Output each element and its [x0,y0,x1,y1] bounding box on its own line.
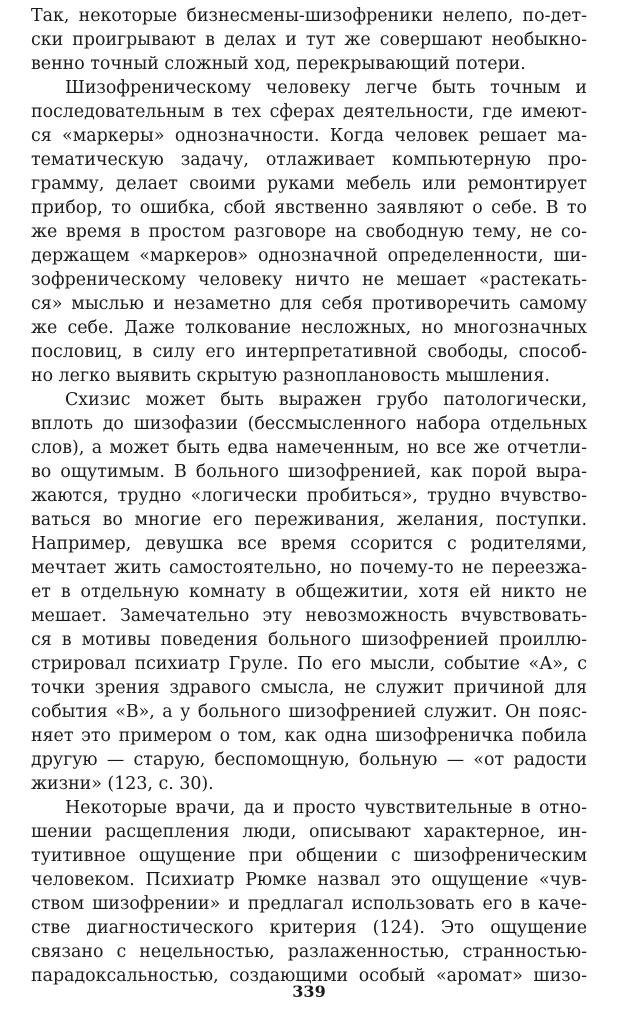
text-line: связано с нецельностью, разлаженностью, странностью- [31,942,587,962]
text-line: Так, некоторые бизнесмены-шизофреники нелепо, по-дет- [31,6,587,26]
text-line: жизни» (123, с. 30). [31,774,214,794]
page-text [31,4,587,988]
paragraph-2 [31,76,587,388]
text-line: няет это примером о том, как одна шизофреничка побила [31,726,587,746]
text-line: прибор, то ошибка, сбой явственно заявляют о себе. В то [31,198,587,218]
page-number: 339 [292,982,326,1001]
text-line: другую — старую, беспомощную, больную — «от радости [31,750,587,770]
text-line: ся» мыслью и незаметно для себя противоречить самому [31,294,587,314]
text-line: жаются, трудно «логически пробиться», трудно вчувство- [31,486,587,506]
text-line: же себе. Даже толкование несложных, но многозначных [31,318,587,338]
text-line: держащем «маркеров» однозначной определенности, ши- [31,246,587,266]
text-line: стве диагностического критерия (124). Это ощущение [31,918,587,938]
text-line: шении расщепления люди, описывают характерное, ин- [31,822,587,842]
text-line: венно точный сложный ход, перекрывающий потери. [31,54,526,74]
text-line: ет в отдельную комнату в общежитии, хотя ей никто не [31,582,587,602]
text-line: слов), а может быть едва намеченным, но все же отчетли- [31,438,587,458]
text-line: Шизофреническому человеку легче быть точным и [65,78,587,98]
text-line: пословиц, в силу его интерпретативной свободы, способ- [31,342,587,362]
paragraph-4 [31,796,587,988]
text-line: мешает. Замечательно эту невозможность вчувствовать- [31,606,587,626]
text-line: зофреническому человеку ничто не мешает «растекать- [31,270,587,290]
text-line: события «В», а у больного шизофренией служит. Он пояс- [31,702,587,722]
text-line: человеком. Психиатр Рюмке назвал это ощущение «чув- [31,870,587,890]
text-line: но легко выявить скрытую разноплановость мышления. [31,366,550,386]
text-line: ски проигрывают в делах и тут же совершают необыкно- [31,30,587,50]
text-line: последовательным в тех сферах деятельности, где имеют- [31,102,587,122]
text-line: во ощутимым. В больного шизофренией, как порой выра- [31,462,587,482]
text-line: ся в мотивы поведения больного шизофренией проиллю- [31,630,587,650]
text-line: точки зрения здравого смысла, не служит причиной для [31,678,587,698]
text-line: туитивное ощущение при общении с шизофреническим [31,846,587,866]
text-line: стрировал психиатр Груле. По его мысли, событие «А», с [31,654,587,674]
text-line: ваться во многие его переживания, желания, поступки. [31,510,587,530]
text-line: же время в простом разговоре на свободную тему, не со- [31,222,587,242]
text-line: тематическую задачу, отлаживает компьютерную про- [31,150,587,170]
text-line: ся «маркеры» однозначности. Когда человек решает ма- [31,126,587,146]
text-line: ством шизофрении» и предлагал использовать его в каче- [31,894,587,914]
text-line: грамму, делает своими руками мебель или ремонтирует [31,174,587,194]
text-line: Например, девушка все время ссорится с родителями, [31,534,587,554]
text-line: Схизис может быть выражен грубо патологически, [65,390,587,410]
paragraph-1 [31,4,587,76]
text-line: мечтает жить самостоятельно, но почему-то не переезжа- [31,558,587,578]
text-line: Некоторые врачи, да и просто чувствительные в отно- [65,798,587,818]
text-line: парадоксальностью, создающими особый «аромат» шизо- [31,966,587,986]
paragraph-3 [31,388,587,796]
text-line: вплоть до шизофазии (бессмысленного набора отдельных [31,414,587,434]
